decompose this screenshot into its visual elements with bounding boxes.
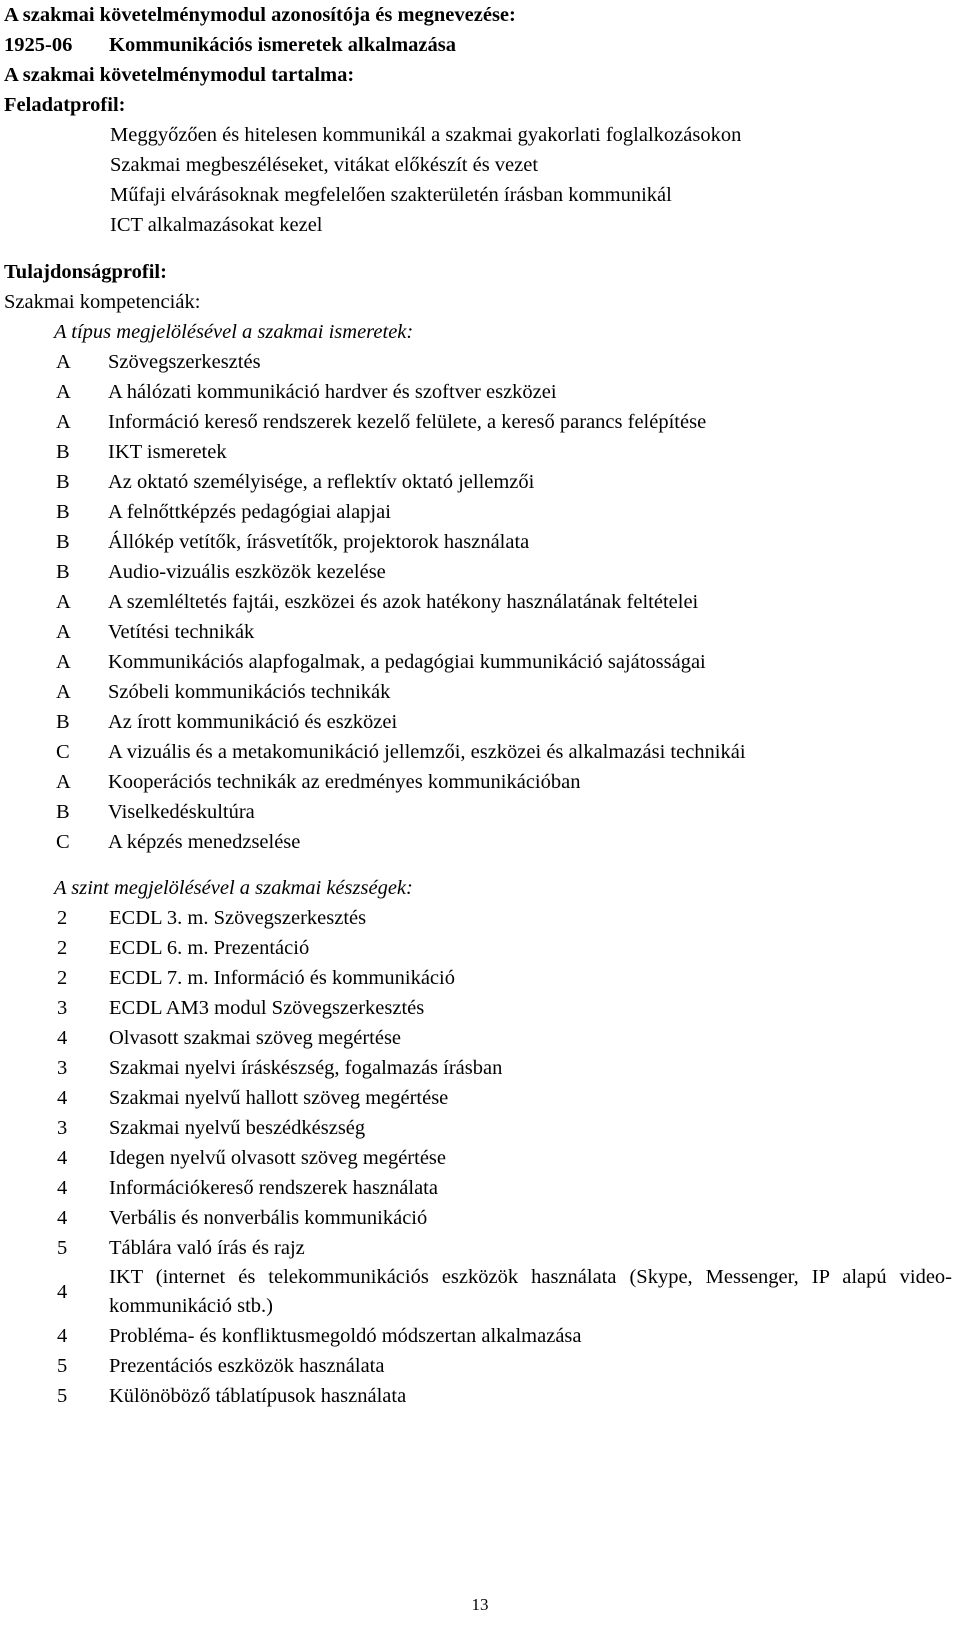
- skills-section: [4, 873, 952, 1411]
- knowledge-row: [4, 767, 952, 797]
- skill-row: [4, 933, 952, 963]
- knowledge-text: Kooperációs technikák az eredményes kommunikációban: [108, 771, 581, 793]
- skill-level: 3: [57, 1117, 68, 1139]
- knowledge-text: IKT ismeretek: [108, 441, 227, 463]
- skill-text: Idegen nyelvű olvasott szöveg megértése: [109, 1147, 446, 1169]
- knowledge-row: [4, 497, 952, 527]
- skill-row: [4, 1203, 952, 1233]
- knowledge-text: Viselkedéskultúra: [108, 801, 255, 823]
- knowledge-text: Kommunikációs alapfogalmak, a pedagógiai kummunikáció sajátosságai: [108, 651, 706, 673]
- skill-row: [4, 1023, 952, 1053]
- skill-row: [4, 1083, 952, 1113]
- knowledge-type-code: B: [56, 441, 70, 463]
- property-profile-label: Tulajdonságprofil:: [4, 261, 167, 283]
- skill-level: 4: [57, 1147, 68, 1169]
- skill-text: ECDL AM3 modul Szövegszerkesztés: [109, 997, 425, 1019]
- knowledge-row: [4, 557, 952, 587]
- skill-text: Prezentációs eszközök használata: [109, 1355, 385, 1377]
- skill-row: [4, 1113, 952, 1143]
- knowledge-type-code: A: [56, 651, 71, 673]
- knowledge-type-code: A: [56, 351, 71, 373]
- knowledge-text: Szóbeli kommunikációs technikák: [108, 681, 391, 703]
- skill-level: 2: [57, 967, 68, 989]
- skill-text: ECDL 7. m. Információ és kommunikáció: [109, 967, 455, 989]
- skill-text: ECDL 6. m. Prezentáció: [109, 937, 310, 959]
- property-profile: [4, 257, 952, 857]
- skill-level: 4: [57, 1177, 68, 1199]
- knowledge-row: [4, 827, 952, 857]
- skill-level: 4: [57, 1027, 68, 1049]
- module-name: Kommunikációs ismeretek alkalmazása: [109, 34, 456, 56]
- knowledge-type-code: B: [56, 501, 70, 523]
- knowledge-type-code: C: [56, 741, 70, 763]
- skill-row: [4, 1263, 952, 1321]
- skill-text: Olvasott szakmai szöveg megértése: [109, 1027, 402, 1049]
- skill-row: [4, 1321, 952, 1351]
- competencies-label: Szakmai kompetenciák:: [4, 291, 201, 313]
- knowledge-type-code: B: [56, 531, 70, 553]
- skill-row: [4, 1381, 952, 1411]
- knowledge-row: [4, 707, 952, 737]
- knowledge-row: [4, 347, 952, 377]
- knowledge-type-code: B: [56, 801, 70, 823]
- skill-row: [4, 993, 952, 1023]
- skill-row: [4, 1351, 952, 1381]
- skill-level: 4: [57, 1207, 68, 1229]
- skill-text: Táblára való írás és rajz: [109, 1237, 305, 1259]
- skill-row: [4, 903, 952, 933]
- task-profile-item: ICT alkalmazásokat kezel: [110, 214, 323, 236]
- page-number: 13: [471, 1595, 489, 1614]
- skill-text: Szakmai nyelvi íráskészség, fogalmazás írásban: [109, 1057, 503, 1079]
- task-profile-item: Meggyőzően és hitelesen kommunikál a szakmai gyakorlati foglalkozásokon: [110, 124, 742, 146]
- skill-text: Információkereső rendszerek használata: [109, 1177, 438, 1199]
- knowledge-heading: A típus megjelölésével a szakmai ismeretek:: [54, 321, 414, 343]
- skill-row: [4, 1233, 952, 1263]
- skill-level: 4: [57, 1281, 68, 1303]
- skill-level: 5: [57, 1355, 68, 1377]
- knowledge-row: [4, 617, 952, 647]
- task-profile-label: Feladatprofil:: [4, 94, 126, 116]
- skill-level: 5: [57, 1237, 68, 1259]
- knowledge-row: [4, 677, 952, 707]
- knowledge-row: [4, 527, 952, 557]
- skill-level: 4: [57, 1325, 68, 1347]
- skills-list: [4, 903, 952, 1411]
- knowledge-row: [4, 647, 952, 677]
- knowledge-type-code: B: [56, 471, 70, 493]
- knowledge-list: [4, 347, 952, 857]
- skill-row: [4, 1173, 952, 1203]
- skill-level: 2: [57, 937, 68, 959]
- knowledge-type-code: A: [56, 621, 71, 643]
- knowledge-type-code: B: [56, 561, 70, 583]
- skill-level: 2: [57, 907, 68, 929]
- skill-text: Verbális és nonverbális kommunikáció: [109, 1207, 428, 1229]
- knowledge-row: [4, 377, 952, 407]
- module-header: [4, 0, 944, 240]
- skill-level: 4: [57, 1087, 68, 1109]
- knowledge-text: Audio-vizuális eszközök kezelése: [108, 561, 386, 583]
- skill-text: Probléma- és konfliktusmegoldó módszertan alkalmazása: [109, 1325, 582, 1347]
- skill-text: Különöböző táblatípusok használata: [109, 1385, 407, 1407]
- task-profile-item: Szakmai megbeszéléseket, vitákat előkészít és vezet: [110, 154, 539, 176]
- module-code-line: [4, 30, 944, 60]
- skills-heading: A szint megjelölésével a szakmai készségek:: [54, 877, 413, 899]
- knowledge-row: [4, 797, 952, 827]
- skill-row: [4, 1053, 952, 1083]
- knowledge-row: [4, 407, 952, 437]
- task-profile-item: Műfaji elvárásoknak megfelelően szakterületén írásban kommunikál: [110, 184, 672, 206]
- knowledge-type-code: A: [56, 591, 71, 613]
- knowledge-text: Állókép vetítők, írásvetítők, projektorok használata: [108, 531, 530, 553]
- knowledge-type-code: C: [56, 831, 70, 853]
- task-profile-list: [4, 120, 944, 240]
- knowledge-text: Az írott kommunikáció és eszközei: [108, 711, 398, 733]
- knowledge-type-code: B: [56, 711, 70, 733]
- knowledge-type-code: A: [56, 771, 71, 793]
- skill-text: IKT (internet és telekommunikációs eszközök használata (Skype, Messenger, IP alapú video-kommunikáció stb.): [109, 1266, 952, 1317]
- module-title: A szakmai követelménymodul azonosítója és megnevezése:: [4, 4, 516, 26]
- skill-text: Szakmai nyelvű hallott szöveg megértése: [109, 1087, 449, 1109]
- knowledge-row: [4, 587, 952, 617]
- knowledge-text: A vizuális és a metakomunikáció jellemzői, eszközei és alkalmazási technikái: [108, 741, 746, 763]
- knowledge-text: A hálózati kommunikáció hardver és szoftver eszközei: [108, 381, 557, 403]
- skill-row: [4, 1143, 952, 1173]
- skill-level: 3: [57, 997, 68, 1019]
- knowledge-text: Információ kereső rendszerek kezelő felülete, a kereső parancs felépítése: [108, 411, 707, 433]
- skill-level: 3: [57, 1057, 68, 1079]
- skill-text: ECDL 3. m. Szövegszerkesztés: [109, 907, 367, 929]
- knowledge-type-code: A: [56, 411, 71, 433]
- knowledge-text: Szövegszerkesztés: [108, 351, 261, 373]
- skill-row: [4, 963, 952, 993]
- knowledge-row: [4, 437, 952, 467]
- knowledge-row: [4, 737, 952, 767]
- knowledge-type-code: A: [56, 381, 71, 403]
- knowledge-text: A képzés menedzselése: [108, 831, 301, 853]
- skill-text: Szakmai nyelvű beszédkészség: [109, 1117, 366, 1139]
- knowledge-text: Vetítési technikák: [108, 621, 255, 643]
- knowledge-text: A felnőttképzés pedagógiai alapjai: [108, 501, 391, 523]
- skill-level: 5: [57, 1385, 68, 1407]
- document-page: [4, 0, 956, 1625]
- knowledge-type-code: A: [56, 681, 71, 703]
- content-title: A szakmai követelménymodul tartalma:: [4, 64, 355, 86]
- knowledge-text: A szemléltetés fajtái, eszközei és azok hatékony használatának feltételei: [108, 591, 699, 613]
- module-code: 1925-06: [4, 34, 73, 56]
- knowledge-row: [4, 467, 952, 497]
- knowledge-text: Az oktató személyisége, a reflektív oktató jellemzői: [108, 471, 535, 493]
